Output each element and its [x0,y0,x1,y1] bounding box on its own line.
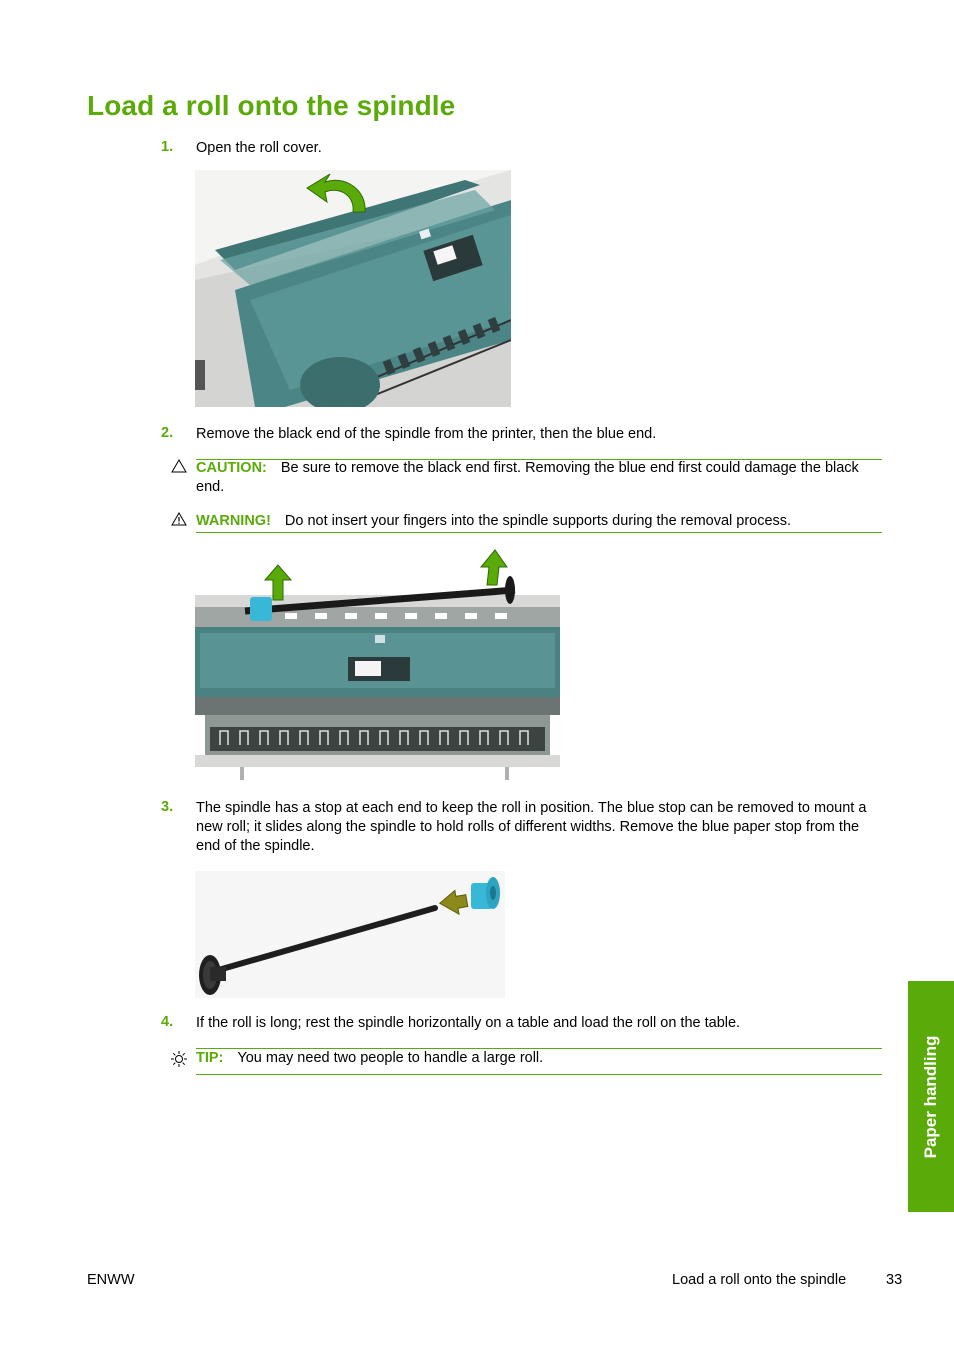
step-number: 2. [161,425,174,441]
page-title: Load a roll onto the spindle [87,90,456,121]
section-side-tab [908,981,954,1212]
step-number: 3. [161,799,174,815]
tip-note [196,1049,882,1068]
tip-text: You may need two people to handle a large roll. [237,1050,544,1066]
step-number: 4. [161,1014,174,1030]
figure-open-roll-cover [195,170,511,407]
footer-left: ENWW [87,1272,135,1288]
warning-note [196,512,882,531]
step-number: 1. [161,139,174,155]
caution-text: Be sure to remove the black end first. Removing the blue end first could damage the black end. [196,460,859,495]
step-text: If the roll is long; rest the spindle horizontally on a table and load the roll on the table. [196,1015,741,1031]
caution-triangle-icon [171,459,187,476]
section-side-tab-label: Paper handling [921,1035,940,1158]
tip-label: TIP: [196,1050,224,1066]
figure-remove-spindle [195,545,560,780]
tip-rule-bottom [196,1074,882,1075]
warning-text: Do not insert your fingers into the spindle supports during the removal process. [284,513,792,529]
step-text: The spindle has a stop at each end to keep the roll in position. The blue stop can be removed to mount a new roll; it slides along the spindle to hold rolls of different widths. Remove the blue paper stop from the end of the spindle. [196,800,867,854]
warning-label: WARNING! [196,513,271,529]
step-text: Open the roll cover. [196,140,322,156]
caution-label: CAUTION: [196,460,267,476]
lightbulb-icon [170,1050,188,1071]
warning-rule [196,532,882,533]
warning-triangle-icon [171,512,187,529]
figure-spindle-stop [195,871,505,998]
caution-note [196,459,882,497]
footer-title: Load a roll onto the spindle [672,1272,847,1288]
page-number: 33 [886,1272,903,1288]
step-text: Remove the black end of the spindle from the printer, then the blue end. [196,426,657,442]
